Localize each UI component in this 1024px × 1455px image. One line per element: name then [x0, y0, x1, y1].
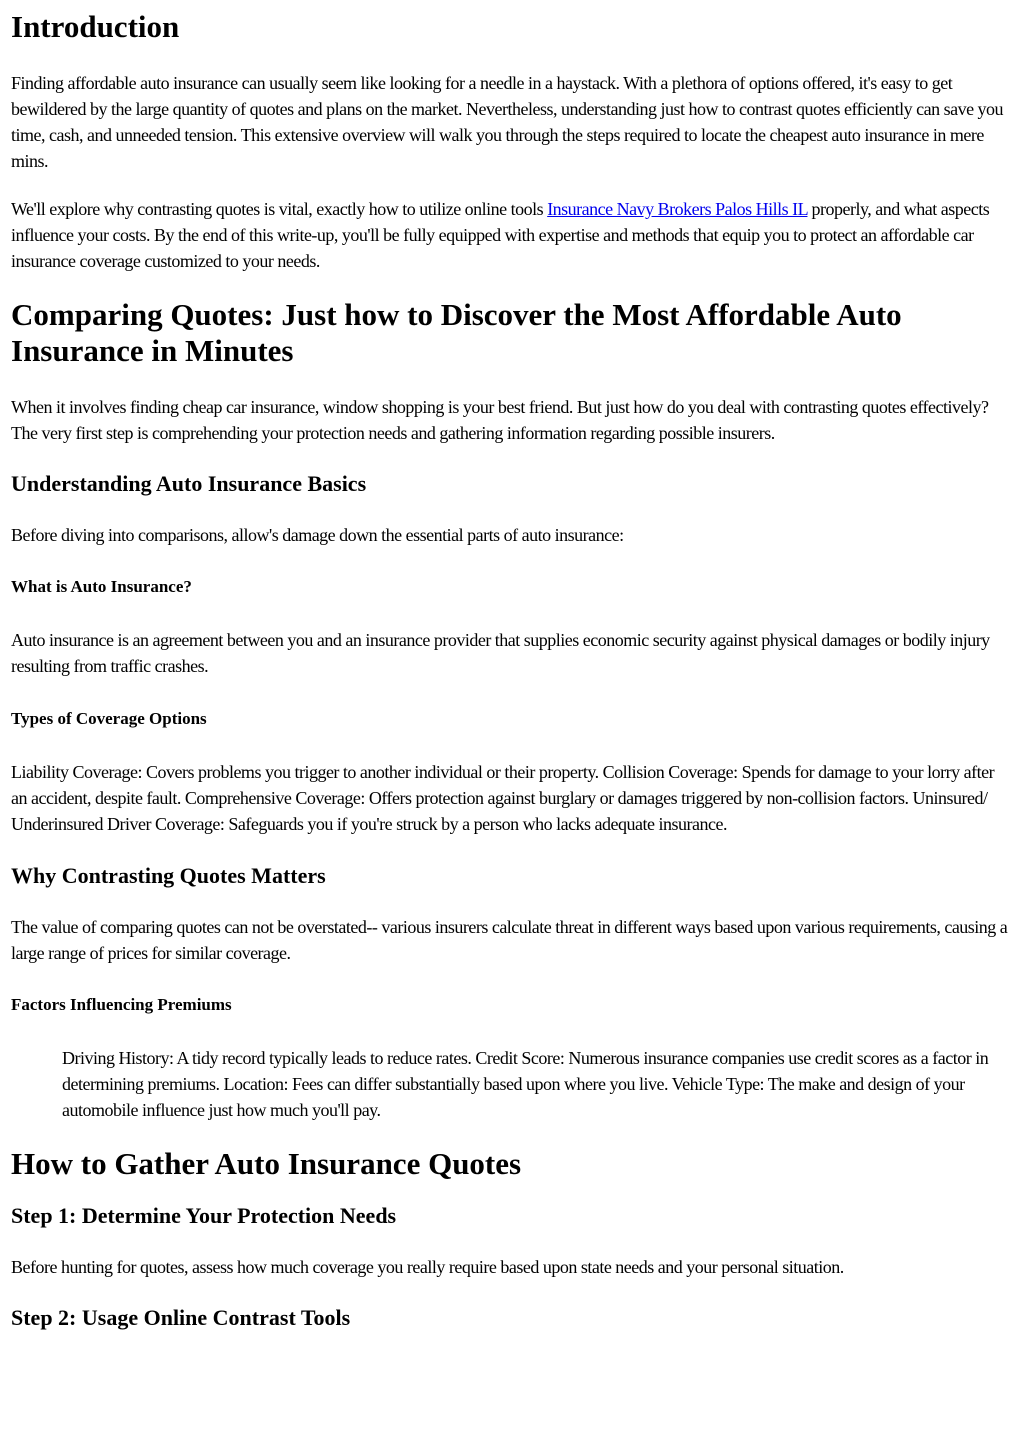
introduction-heading: Introduction: [11, 9, 180, 44]
comparing-paragraph: When it involves finding cheap car insurance, window shopping is your best friend. But just how do you deal with contrasting quotes effectively? The very first step is comprehending your protection needs and gathering information regarding possible insurers.: [11, 397, 989, 443]
what-is-auto-insurance-paragraph: Auto insurance is an agreement between you and an insurance provider that supplies economic security against physical damages or bodily injury resulting from traffic crashes.: [11, 630, 990, 676]
intro-paragraph-2: [11, 196, 1014, 274]
intro-paragraph-1: Finding affordable auto insurance can usually seem like looking for a needle in a haystack. With a plethora of options offered, it's easy to get bewildered by the large quantity of quotes and plans on the market. Nevertheless, understanding just how to contrast quotes efficiently can save you time, cash, and unneeded tension. This extensive overview will walk you through the steps required to locate the cheapest auto insurance in mere mins.: [11, 73, 1004, 171]
what-is-auto-insurance-heading: What is Auto Insurance?: [11, 577, 192, 596]
coverage-options-paragraph: Liability Coverage: Covers problems you trigger to another individual or their property. Collision Coverage: Spends for damage to your lorry after an accident, despite fault. Comprehensive Coverage: Offers protection against burglary or damages triggered by non-collision factors. Uninsured/ Underinsured Driver Coverage: Safeguards you if you're struck by a person who lacks adequate insurance.: [11, 762, 995, 834]
gather-quotes-heading: How to Gather Auto Insurance Quotes: [11, 1146, 522, 1181]
step-1-heading: Step 1: Determine Your Protection Needs: [11, 1203, 397, 1228]
basics-paragraph: Before diving into comparisons, allow's damage down the essential parts of auto insurance:: [11, 525, 624, 545]
intro-paragraph-2-text-after: properly, and what aspects influence your costs. By the end of this write-up, you'll be fully equipped with expertise and methods that equip you to protect an affordable car insurance coverage customized to your needs.: [11, 199, 990, 271]
why-comparing-paragraph: The value of comparing quotes can not be overstated-- various insurers calculate threat in different ways based upon various requirements, causing a large range of prices for similar coverage.: [11, 917, 1008, 963]
step-2-heading: Step 2: Usage Online Contrast Tools: [11, 1305, 351, 1330]
comparing-quotes-heading: Comparing Quotes: Just how to Discover the Most Affordable Auto Insurance in Minutes: [11, 297, 902, 368]
factors-heading: Factors Influencing Premiums: [11, 995, 232, 1014]
article: [0, 9, 1024, 1332]
basics-heading: Understanding Auto Insurance Basics: [11, 471, 367, 496]
why-comparing-heading: Why Contrasting Quotes Matters: [11, 863, 326, 888]
coverage-options-heading: Types of Coverage Options: [11, 709, 207, 728]
factors-paragraph: Driving History: A tidy record typically leads to reduce rates. Credit Score: Numerous insurance companies use credit scores as a factor in determining premiums. Location: Fees can differ substantially based upon where you live. Vehicle Type: The make and design of your automobile influence just how much you'll pay.: [62, 1048, 989, 1120]
insurance-navy-link[interactable]: Insurance Navy Brokers Palos Hills IL: [547, 199, 808, 219]
step-1-paragraph: Before hunting for quotes, assess how much coverage you really require based upon state needs and your personal situation.: [11, 1257, 844, 1277]
intro-paragraph-2-text-before: We'll explore why contrasting quotes is vital, exactly how to utilize online tools: [11, 199, 548, 219]
